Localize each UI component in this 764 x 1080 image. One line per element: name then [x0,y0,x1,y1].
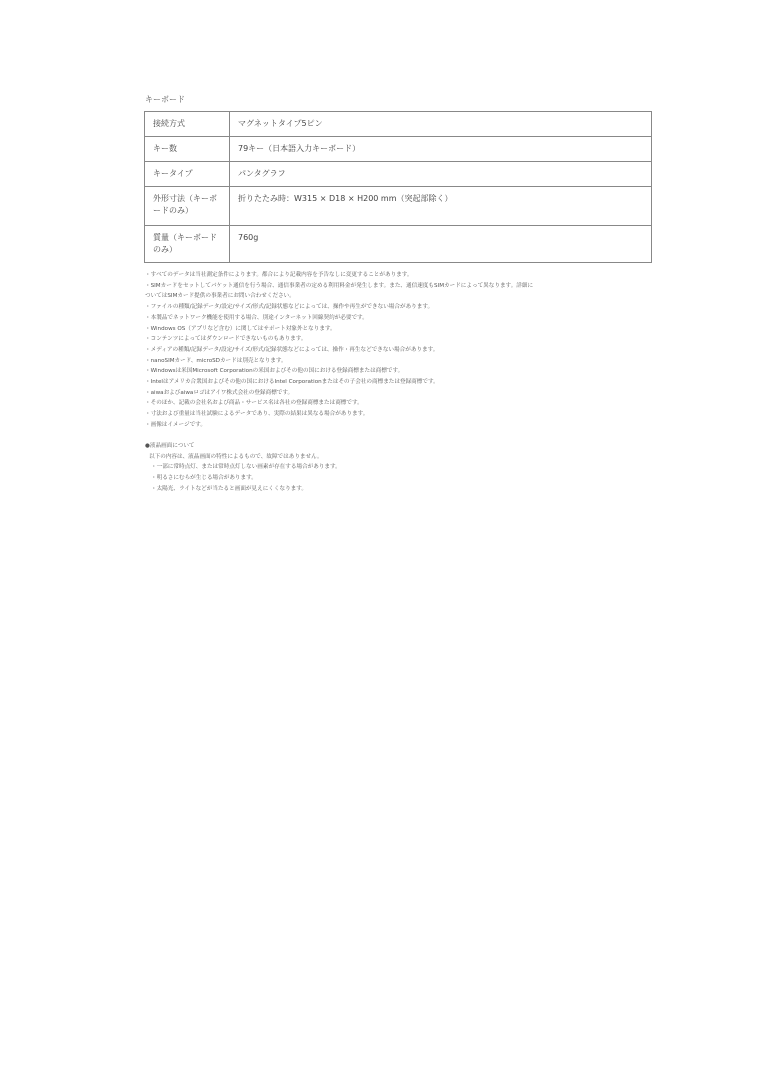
note: ・寸法および重量は当社試験によるデータであり、実際の結果は異なる場合があります。 [145,411,369,418]
table-row [145,112,652,137]
spec-table [144,111,652,263]
note: ・メディアの種類/記録データ/設定/サイズ/形式/記録状態などによっては、操作・再生などできない場合があります。 [145,346,439,353]
table-row [145,226,652,263]
table-row [145,162,652,187]
row-value: 760g [230,226,652,263]
row-value: パンタグラフ [230,162,652,187]
row-label: キー数 [145,137,230,162]
lcd-title: ●液晶画面について [145,443,195,449]
lcd-item: ・太陽光、ライトなどが当たると画面が見えにくくなります。 [151,485,308,492]
notes-list [145,270,660,431]
note: ・SIMカードをセットしてパケット通信を行う場合、通信事業者の定める利用料金が発生します。また、通信速度もSIMカードによって異なります。詳細に [145,282,534,289]
note: ・ファイルの種類/記録データ/設定/サイズ/形式/記録状態などによっては、操作や再生ができない場合があります。 [145,304,434,311]
note: ・画像はイメージです。 [145,421,206,428]
note: ついてはSIMカード提供の事業者にお問い合わせください。 [145,293,295,300]
note: ・Windows OS（アプリなど含む）に関してはサポート対象外となります。 [145,325,336,332]
row-label: 外形寸法（キーボードのみ） [145,187,230,226]
lcd-section [145,441,341,495]
lcd-intro: 以下の内容は、液晶画面の特性によるもので、故障ではありません。 [149,453,323,460]
row-value: 79キー（日本語入力キーボード） [230,137,652,162]
table-row [145,137,652,162]
row-label: 質量（キーボードのみ） [145,226,230,263]
note: ・本製品でネットワーク機能を使用する場合、別途インターネット回線契約が必要です。 [145,314,368,321]
section-heading: キーボード [145,95,185,104]
note: ・nanoSIMカード、microSDカードは別売となります。 [145,357,287,364]
lcd-item: ・一部に常時点灯、または常時点灯しない画素が存在する場合があります。 [151,464,341,471]
note: ・すべてのデータは当社測定条件によります。都合により記載内容を予告なしに変更することがあります。 [145,272,413,278]
note: ・コンテンツによってはダウンロードできないものもあります。 [145,336,307,343]
note: ・aiwaおよびaiwaロゴはアイワ株式会社の登録商標です。 [145,389,294,396]
note: ・Intelはアメリカ合衆国およびその他の国におけるIntel Corporationまたはその子会社の商標または登録商標です。 [145,379,439,386]
note: ・Windowsは米国Microsoft Corporationの米国およびその他の国における登録商標または商標です。 [145,368,404,375]
row-value: マグネットタイプ5ピン [230,112,652,137]
note: ・そのほか、記載の会社名および商品・サービス名は各社の登録商標または商標です。 [145,400,363,407]
row-value: 折りたたみ時：W315 × D18 × H200 mm（突起部除く） [230,187,652,226]
row-label: 接続方式 [145,112,230,137]
lcd-item: ・明るさにむらが生じる場合があります。 [151,475,257,482]
row-label: キータイプ [145,162,230,187]
table-row [145,187,652,226]
